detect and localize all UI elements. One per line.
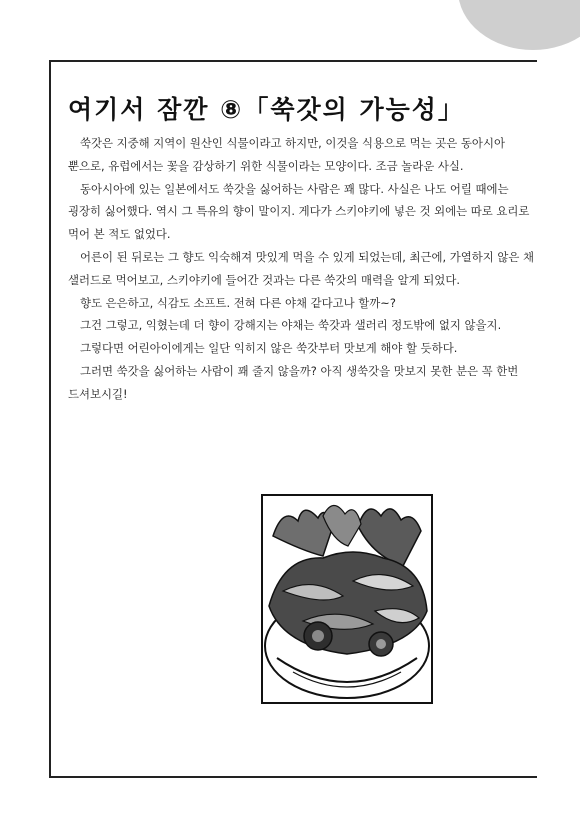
salad-illustration-svg	[263, 496, 431, 702]
paragraph-3: 어른이 된 뒤로는 그 향도 익숙해져 맛있게 먹을 수 있게 되었는데, 최근에, 가열하지 않은 채 샐러드로 먹어보고, 스키야키에 들어간 것과는 다른 쑥갓의 매력을 알게 되었다.	[68, 249, 535, 287]
page-title: 여기서 잠깐 ⑧「쑥갓의 가능성」	[68, 95, 465, 124]
paragraph-2: 동아시아에 있는 일본에서도 쑥갓을 싫어하는 사람은 꽤 많다. 사실은 나도 어릴 때에는 굉장히 싫어했다. 역시 그 특유의 향이 말이지. 게다가 스키야키에 넣은 것 외에는 따로 요리로 먹어 본 적도 없었다.	[68, 181, 530, 242]
paragraph-5: 그건 그렇고, 익혔는데 더 향이 강해지는 야채는 쑥갓과 샐러리 정도밖에 없지 않을지.	[80, 318, 502, 333]
paragraph-6: 그렇다면 어린아이에게는 일단 익히지 않은 쑥갓부터 맛보게 해야 할 듯하다.	[80, 341, 458, 356]
paragraph-1: 쑥갓은 지중해 지역이 원산인 식물이라고 하지만, 이것을 식용으로 먹는 곳은 동아시아 뿐으로, 유럽에서는 꽃을 감상하기 위한 식물이라는 모양이다. 조금 놀라운 사실.	[68, 136, 505, 173]
paragraph-7: 그러면 쑥갓을 싫어하는 사람이 꽤 줄지 않을까? 아직 생쑥갓을 맛보지 못한 분은 꼭 한번 드셔보시길!	[68, 363, 519, 401]
paragraph-4: 향도 은은하고, 식감도 소프트. 전혀 다른 야채 같다고나 할까~?	[80, 295, 396, 310]
article-body	[68, 132, 544, 406]
salad-bowl-illustration	[261, 494, 433, 704]
corner-tab	[458, 0, 580, 50]
